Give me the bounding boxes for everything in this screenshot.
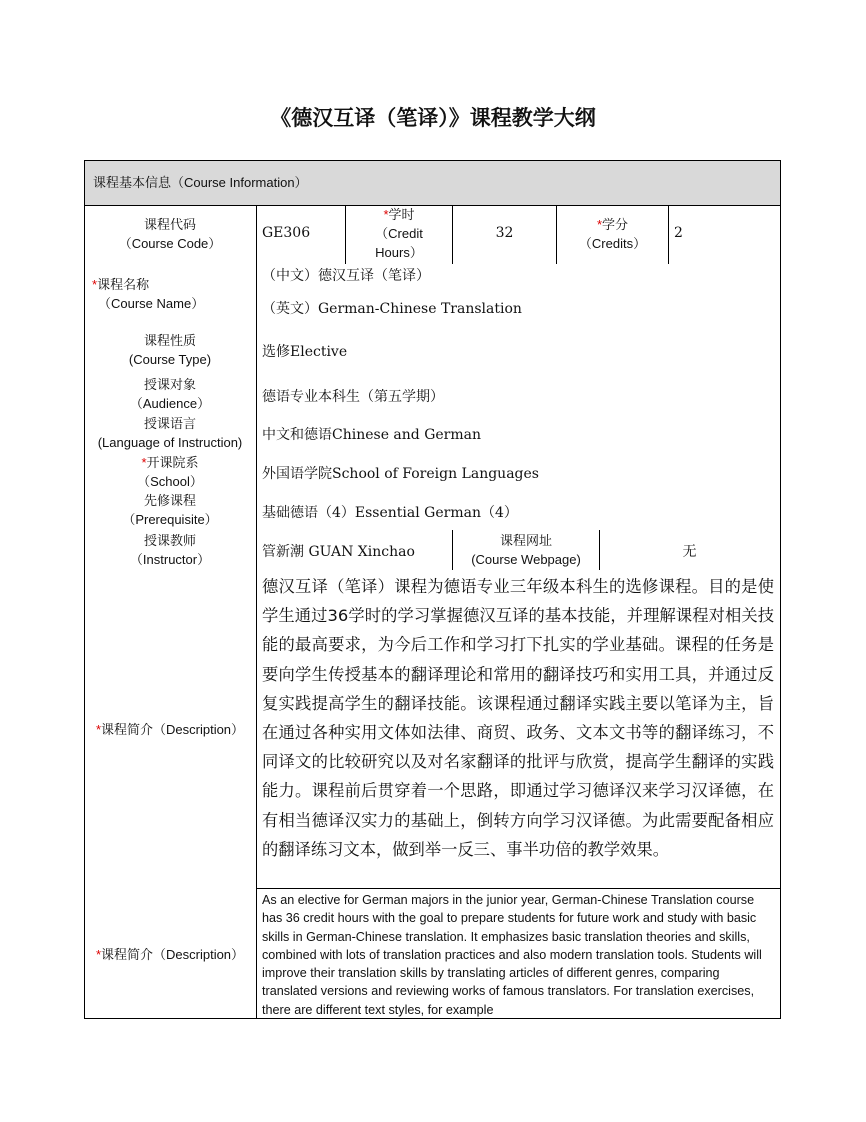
section-header: 课程基本信息（Course Information） <box>85 161 780 205</box>
label-en: （Audience） <box>129 396 211 411</box>
webpage-value: 无 <box>682 544 697 560</box>
label-zh: 课程名称 <box>97 277 150 292</box>
label-zh: 课程网址 <box>499 533 552 548</box>
required-mark: * <box>95 947 102 962</box>
label-en: （Prerequisite） <box>122 512 218 527</box>
label-en: (Language of Instruction) <box>97 435 243 450</box>
school-value: 外国语学院School of Foreign Languages <box>262 466 539 482</box>
instructor-label <box>85 531 255 569</box>
required-mark: * <box>95 722 102 737</box>
credits-value: 2 <box>674 225 683 241</box>
language-label <box>85 414 255 452</box>
label-zh: 课程代码 <box>143 217 196 232</box>
label-en: （Credit <box>375 226 423 241</box>
prerequisite-label <box>85 491 255 529</box>
label-en: (Course Webpage) <box>471 552 581 567</box>
credits-label <box>557 215 668 253</box>
credit-hours-label <box>346 205 452 262</box>
label: 课程简介（Description） <box>101 947 245 962</box>
audience-value: 德语专业本科生（第五学期） <box>262 389 444 405</box>
description-zh-text: 德汉互译（笔译）课程为德语专业三年级本科生的选修课程。目的是使学生通过36学时的学习掌握德汉互译的基本技能，并理解课程对相关技能的最高要求，为今后工作和学习打下扎实的学业基础。课程的任务是要向学生传授基本的翻译理论和常用的翻译技巧和实用工具，并通过反复实践提高学生的翻译技能。该课程通过翻译实践主要以笔译为主，旨在通过各种实用文体如法律、商贸、政务、文本文书等的翻译练习，不同译文的比较研究以及对名家翻译的批评与欣赏，提高学生翻译的实践能力。课程前后贯穿着一个思路，即通过学习德译汉来学习汉译德，在有相当德译汉实力的基础上，倒转方向学习汉译德。为此需要配备相应的翻译练习文本，做到举一反三、事半功倍的教学效果。 <box>262 577 774 859</box>
description-en-text: As an elective for German majors in the junior year, German-Chinese Translation course has 36 credit hours with the goal to prepare students for future work and study with basic skills in German-Chinese translation. It emphasizes basic translation theories and skills, combined with lots of translation practices and also modern translation tools. Students will improve their translation skills by translating articles of different genres, comparing translated versions and reviewing works of famous translators. For translation exercises, there are different text styles, for example <box>262 893 762 1017</box>
label: 课程简介（Description） <box>101 722 245 737</box>
label-zh: 课程性质 <box>143 333 196 348</box>
description-en-label <box>85 945 255 964</box>
prerequisite-value: 基础德语（4）Essential German（4） <box>262 505 518 521</box>
description-zh-label <box>85 720 255 739</box>
required-mark: * <box>92 277 98 292</box>
language-value: 中文和德语Chinese and German <box>262 427 482 443</box>
course-type-value: 选修Elective <box>262 344 348 360</box>
course-name-en: （英文）German-Chinese Translation <box>262 301 522 317</box>
document-title: 《德汉互译（笔译）》课程教学大纲 <box>270 106 596 130</box>
required-mark: * <box>141 455 147 470</box>
label-zh: 先修课程 <box>143 493 196 508</box>
label-zh: 开课院系 <box>146 455 199 470</box>
webpage-label <box>453 531 599 569</box>
divider <box>668 205 669 264</box>
label-zh: 学时 <box>388 207 415 222</box>
label-zh: 授课语言 <box>143 416 196 431</box>
label-en: （Credits） <box>578 236 647 251</box>
required-mark: * <box>596 217 603 232</box>
school-label <box>85 453 255 491</box>
label-en: (Course Type) <box>128 352 212 367</box>
course-code-value: GE306 <box>262 225 311 241</box>
credit-hours-value: 32 <box>495 225 514 241</box>
course-name-zh: （中文）德汉互译（笔译） <box>262 268 430 284</box>
label-en: （School） <box>137 474 203 489</box>
label-zh: 授课对象 <box>143 377 196 392</box>
course-type-label <box>85 331 255 369</box>
label-en: （Course Code） <box>118 236 222 251</box>
label-en: （Course Name） <box>98 296 205 311</box>
course-name-label <box>85 275 262 313</box>
label-zh: 学分 <box>602 217 629 232</box>
instructor-value: 管新潮 GUAN Xinchao <box>262 544 415 560</box>
course-code-label <box>85 215 255 253</box>
divider <box>256 205 257 1018</box>
label-zh: 授课教师 <box>143 533 196 548</box>
required-mark: * <box>383 207 389 222</box>
divider <box>256 888 780 889</box>
label-en: （Instructor） <box>129 552 211 567</box>
label-en: Hours） <box>375 245 423 260</box>
audience-label <box>85 375 255 413</box>
